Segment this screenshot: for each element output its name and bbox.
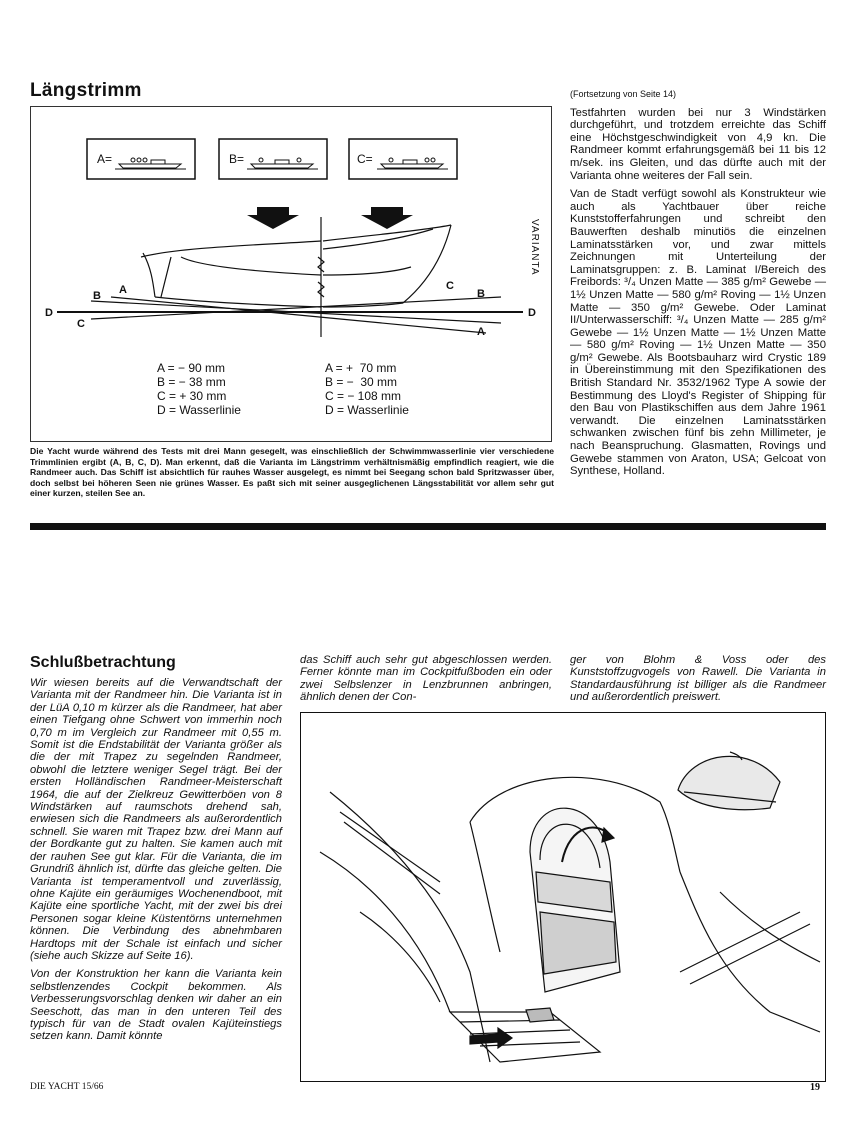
trim-value: A = − 90 mm [157, 361, 226, 375]
down-arrow-icon [247, 207, 299, 229]
text-column-2: das Schiff auch sehr gut abgeschlossen werden. Ferner könnte man im Cockpitfußboden ein oder zwei Selbslenzer in Lenzbrunnen anbringen, ähnlich denen der Con- [300, 654, 552, 704]
cockpit-illustration [300, 712, 826, 1082]
trim-value: B = − 38 mm [157, 375, 226, 389]
line-label-d-right: D [528, 307, 536, 319]
right-column [570, 88, 826, 484]
paragraph: Von der Konstruktion her kann die Varianta kein selbstlenzendes Cockpit bekommen. Als Verbesserungsvorschlag denken wir daher an ein Seeschott, das man in den unteren Teil des typisch für van de Stadt ovalen Kajüteinstiegs setzen kann. Damit könnte [30, 968, 282, 1043]
section-divider [30, 523, 826, 530]
page-number: 19 [810, 1082, 820, 1093]
line-label-b-left: B [93, 290, 101, 302]
figure-caption: Die Yacht wurde während des Tests mit drei Mann gesegelt, was einschließlich der Schwimmwasserlinie vier verschiedene Trimmlinien ergibt (A, B, C, D). Man erkennt, daß die Varianta im Längstrimm verhältnismäßig empfindlich reagiert, wie die Randmeer auch. Das Schiff ist absichtlich für rauhes Wasser ausgelegt, es nimmt bei Seegang schon bald Spritzwasser über, doch selbst bei höheren Seen nie grünes Wasser. Es paßt sich mit seiner ausgeglichenen Längsstabilität vor allem sehr gut einer kurzen, steilen See an. [30, 446, 554, 499]
trim-lines [57, 297, 523, 333]
varianta-label: VARIANTA [529, 219, 540, 276]
down-arrow-icon [361, 207, 413, 229]
trim-value: B = − 30 mm [325, 375, 398, 389]
trim-values-left [157, 361, 241, 417]
section-title-schlussbetrachtung: Schlußbetrachtung [30, 654, 176, 671]
trim-box-label-c: C= [357, 152, 373, 166]
trim-value: A = + 70 mm [325, 361, 397, 375]
trim-value: D = Wasserlinie [325, 403, 409, 417]
trim-values-right [325, 361, 409, 417]
paragraph: Van de Stadt verfügt sowohl als Konstrukteur wie auch als Yachtbauer über reiche Kunststofferfahrungen und schreibt den Bauwerften deshalb minutiös die einzelnen Laminatsstärken vor, und zwar mittels Zeichnungen mit Unterteilung der Laminatsgruppen: z. B. Laminat I/Bereich des Freibords: ³/₄ Unzen Matte — 385 g/m² Gewebe — 1½ Unzen Matte — 580 g/m² Roving — 1½ Unzen Matte — 350 g/m² Gewebe. Oder Laminat II/Unterwasserschiff: ³/₄ Unzen Matte — 285 g/m² Gewebe — 1½ Unzen Matte — 1½ Unzen Matte — 580 g/m² Roving — 1½ Unzen Matte — 350 g/m² Gewebe. Als Bootsbauharz wird Crystic 189 in Übereinstimmung mit den Spezifikationen des British Standard Nr. 3532/1962 Type A sowie der Bestimmung des Lloyd's Register of Shipping für den Bau von Plastikschiffen aus dem Jahre 1961 verwandt. Die einzelnen Laminatsstärken schwanken zwischen fünf bis zehn Millimeter, je nach Beanspruchung. Glasmatten, Rovings und Gewebe stammen von Araton, USA; Gelcoat von Synthese, Holland. [570, 188, 826, 478]
paragraph: Wir wiesen bereits auf die Verwandtschaft der Varianta mit der Randmeer hin. Die Varianta ist in der LüA 0,10 m kürzer als die Randmeer, hat aber einen Tiefgang ohne Schwert von immerhin noch 0,70 m im Vergleich zur Randmeer mit 0,55 m. Somit ist die Endstabilität der Varianta größer als die der mit Trapez zu segelnden Randmeer, obwohl die letztere weniger Segel trägt. Bei der ersten Holländischen Randmeer-Meisterschaft 1964, die auf der Zielkreuz Gewitterböen von 8 Windstärken auf raumschots drehend sah, erwiesen sich die Randmeers als außerordentlich schnell. Sie waren mit Trapez bzw. drei Mann auf der Bordkante gut zu halten. Sie kamen auch mit der rauhen See gut klar. Für die Varianta, die im Grundriß ähnlich ist, dürfte das gleiche gelten. Die Varianta ist temperamentvoll und zuverlässig, ohne Kajüte ein geräumiges Wochenendboot, mit Kajüte eine sportliche Yacht, mit der zwei bis drei Personen sogar kleine Küstentörns unternehmen können. Die Verbindung des abnehmbaren Hardtops mit der Schale ist einfach und sicher (siehe auch Skizze auf Seite 16). [30, 677, 282, 962]
trim-value: C = − 108 mm [325, 389, 402, 403]
line-label-b-right: B [477, 288, 485, 300]
line-label-c-right: C [446, 280, 454, 292]
line-label-a-right: A [477, 326, 485, 338]
paragraph: Testfahrten wurden bei nur 3 Windstärken durchgeführt, und trotzdem erreichte das Schiff eine Höchstgeschwindigkeit von 4,9 kn. Die Randmeer kommt erfahrungsgemäß bei 11 bis 12 m/sek. ins Gleiten, und das dürfte auch mit der Varianta ohne weiteres der Fall sein. [570, 106, 826, 182]
trim-value: D = Wasserlinie [157, 403, 241, 417]
continuation-note: (Fortsetzung von Seite 14) [570, 89, 677, 99]
text-column-1 [30, 677, 282, 1049]
line-label-d-left: D [45, 307, 53, 319]
hull-drawing [141, 217, 451, 337]
trim-value: C = + 30 mm [157, 389, 227, 403]
footer-publication: DIE YACHT 15/66 [30, 1082, 104, 1092]
mini-boat-icons [115, 158, 448, 169]
trim-box-label-a: A= [97, 152, 113, 166]
section-title-laengstrimm: Längstrimm [30, 80, 142, 101]
text-column-3: ger von Blohm & Voss oder des Kunststoffzugvogels von Rawell. Die Varianta in Standardausführung ist billiger als die Randmeer und außerordentlich preiswert. [570, 654, 826, 704]
trim-figure [30, 106, 552, 442]
line-label-c-left: C [77, 318, 85, 330]
line-label-a-left: A [119, 284, 127, 296]
cockpit-sketch [300, 712, 826, 1082]
trim-box-label-b: B= [229, 152, 245, 166]
